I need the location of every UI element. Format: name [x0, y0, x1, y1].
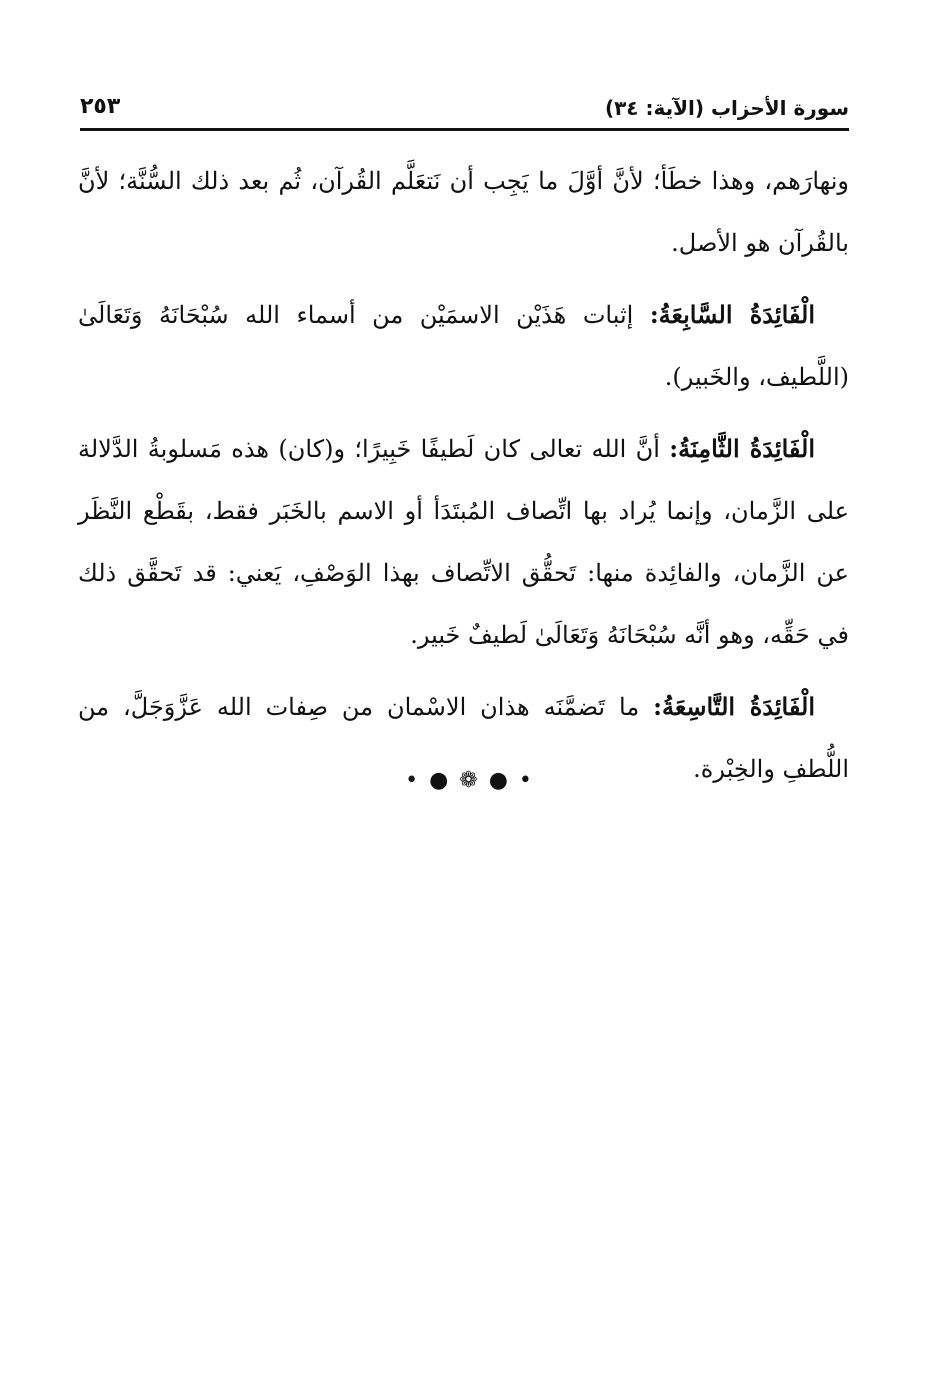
paragraph-text: ما تَضمَّنَه هذان الاسْمان من صِفات الله عَزَّوَجَلَّ، من اللُّطفِ والخِبْرة.	[78, 693, 849, 783]
paragraph-text: أنَّ الله تعالى كان لَطيفًا خَبِيرًا؛ و(كان) هذه مَسلوبةُ الدَّلالة على الزَّمان، وإنما يُراد بها اتِّصاف المُبتَدَأ أو الاسم بالخَبَر فقط، بقَطْع النَّظَر عن الزَّمان، والفائِدة منها: تَحقُّق الاتِّصاف بهذا الوَصْفِ، يَعني: قد تَحقَّق ذلك في حَقِّه، وهو أنَّه سُبْحَانَهُ وَتَعَالَىٰ لَطيفٌ خَبير.	[78, 435, 849, 649]
header-divider	[80, 128, 849, 131]
paragraph-eighth-benefit	[78, 418, 849, 666]
page-number: ٢٥٣	[80, 94, 121, 119]
running-header	[80, 92, 849, 132]
paragraph-continuation	[78, 150, 849, 274]
surah-title: سورة الأحزاب (الآية: ٣٤)	[604, 96, 849, 120]
benefit-heading: الْفَائِدَةُ السَّابِعَةُ:	[649, 300, 815, 329]
paragraph-text: ونهارَهم، وهذا خطَأ؛ لأنَّ أوَّلَ ما يَجِب أن نَتعَلَّم القُرآن، ثُم بعد ذلك السُّنَّة؛ لأنَّ بالقُرآن هو الأصل.	[78, 167, 849, 257]
paragraph-text: إثبات هَذَيْن الاسمَيْن من أسماء الله سُبْحَانَهُ وَتَعَالَىٰ (اللَّطيف، والخَبير).	[78, 301, 849, 391]
paragraph-seventh-benefit	[78, 284, 849, 408]
benefit-heading: الْفَائِدَةُ الثَّامِنَةُ:	[669, 434, 815, 463]
section-end-ornament: • ● ❁ ● •	[405, 768, 534, 793]
body-text	[78, 150, 849, 810]
benefit-heading: الْفَائِدَةُ التَّاسِعَةُ:	[653, 692, 815, 721]
